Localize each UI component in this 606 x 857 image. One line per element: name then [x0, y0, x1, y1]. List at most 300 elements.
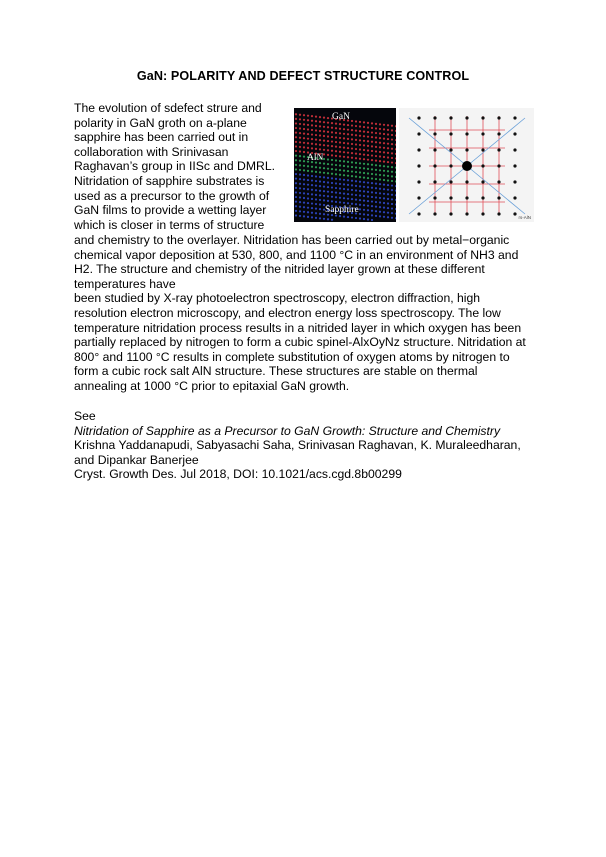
lattice-atom	[379, 169, 381, 171]
tem-micrograph-image	[294, 108, 396, 222]
lattice-atom	[339, 132, 341, 134]
lattice-atom	[295, 205, 297, 207]
lattice-atom	[379, 192, 381, 194]
lattice-atom	[383, 142, 385, 144]
lattice-atom	[379, 197, 381, 199]
lattice-atom	[363, 218, 365, 220]
lattice-atom	[371, 214, 373, 216]
lattice-atom	[307, 174, 309, 176]
lattice-atom	[391, 125, 393, 127]
lattice-atom	[391, 129, 393, 131]
lattice-atom	[371, 205, 373, 207]
lattice-atom	[327, 154, 329, 156]
lattice-atom	[319, 213, 321, 215]
lattice-atom	[331, 196, 333, 198]
lattice-atom	[319, 203, 321, 205]
lattice-atom	[375, 155, 377, 157]
lattice-atom	[339, 174, 341, 176]
diffraction-spot	[497, 196, 500, 199]
lattice-atom	[339, 151, 341, 153]
lattice-atom	[303, 179, 305, 181]
lattice-atom	[375, 196, 377, 198]
lattice-atom	[339, 187, 341, 189]
lattice-atom	[363, 140, 365, 142]
lattice-atom	[319, 180, 321, 182]
lattice-atom	[323, 121, 325, 123]
lattice-atom	[391, 134, 393, 136]
lattice-atom	[379, 146, 381, 148]
diffraction-spot	[449, 212, 452, 215]
lattice-atom	[363, 154, 365, 156]
lattice-atom	[375, 160, 377, 162]
lattice-atom	[355, 125, 357, 127]
lattice-atom	[295, 168, 297, 170]
lattice-atom	[375, 132, 377, 134]
lattice-atom	[355, 130, 357, 132]
lattice-atom	[311, 124, 313, 126]
lattice-atom	[295, 173, 297, 175]
lattice-atom	[383, 207, 385, 209]
diffraction-spot	[417, 196, 420, 199]
lattice-atom	[303, 156, 305, 158]
lattice-atom	[327, 218, 329, 220]
lattice-atom	[359, 153, 361, 155]
lattice-atom	[303, 128, 305, 130]
lattice-atom	[351, 189, 353, 191]
diffraction-spot	[465, 148, 468, 151]
diffraction-spot	[433, 116, 436, 119]
lattice-atom	[307, 188, 309, 190]
lattice-atom	[343, 170, 345, 172]
lattice-atom	[343, 151, 345, 153]
lattice-atom	[335, 178, 337, 180]
lattice-atom	[331, 200, 333, 202]
lattice-atom	[331, 140, 333, 142]
lattice-atom	[307, 211, 309, 213]
lattice-atom	[359, 199, 361, 201]
lattice-atom	[331, 122, 333, 124]
lattice-atom	[363, 172, 365, 174]
lattice-atom	[391, 148, 393, 150]
lattice-atom	[311, 138, 313, 140]
lattice-atom	[351, 180, 353, 182]
lattice-atom	[391, 138, 393, 140]
lattice-atom	[323, 172, 325, 174]
lattice-atom	[331, 145, 333, 147]
lattice-atom	[347, 193, 349, 195]
lattice-atom	[339, 141, 341, 143]
lattice-atom	[323, 176, 325, 178]
lattice-atom	[295, 159, 297, 161]
lattice-atom	[299, 164, 301, 166]
lattice-atom	[395, 130, 396, 132]
lattice-atom	[367, 122, 369, 124]
lattice-atom	[295, 127, 297, 129]
lattice-atom	[383, 161, 385, 163]
body-line: GaN films to provide a wetting layer	[74, 203, 267, 218]
lattice-atom	[367, 186, 369, 188]
lattice-atom	[339, 201, 341, 203]
lattice-atom	[335, 146, 337, 148]
lattice-atom	[323, 199, 325, 201]
lattice-atom	[295, 164, 297, 166]
lattice-atom	[299, 150, 301, 152]
lattice-atom	[343, 183, 345, 185]
lattice-atom	[391, 166, 393, 168]
lattice-atom	[367, 154, 369, 156]
lattice-atom	[359, 217, 361, 219]
lattice-atom	[367, 177, 369, 179]
lattice-atom	[327, 145, 329, 147]
lattice-atom	[307, 128, 309, 130]
lattice-atom	[311, 133, 313, 135]
lattice-atom	[303, 188, 305, 190]
lattice-atom	[323, 117, 325, 119]
lattice-atom	[295, 155, 297, 157]
lattice-atom	[355, 180, 357, 182]
lattice-atom	[363, 213, 365, 215]
lattice-atom	[363, 177, 365, 179]
lattice-atom	[371, 200, 373, 202]
body-line: sapphire has been carried out in	[74, 130, 249, 145]
lattice-atom	[351, 120, 353, 122]
lattice-atom	[295, 132, 297, 134]
lattice-atom	[351, 129, 353, 131]
lattice-atom	[367, 126, 369, 128]
lattice-atom	[331, 163, 333, 165]
tem-label-sapphire: Sapphire	[325, 205, 359, 215]
reference-authors: Krishna Yaddanapudi, Sabyasachi Saha, Srinivasan Raghavan, K. Muraleedharan,	[74, 438, 521, 453]
lattice-atom	[387, 156, 389, 158]
lattice-atom	[335, 132, 337, 134]
lattice-atom	[347, 198, 349, 200]
lattice-atom	[387, 124, 389, 126]
lattice-atom	[299, 123, 301, 125]
lattice-atom	[347, 152, 349, 154]
body-line: resolution electron microscopy, and electron energy loss spectroscopy. The low	[74, 305, 501, 320]
lattice-atom	[391, 171, 393, 173]
lattice-atom	[327, 191, 329, 193]
lattice-atom	[363, 209, 365, 211]
lattice-atom	[339, 178, 341, 180]
lattice-atom	[315, 143, 317, 145]
lattice-atom	[327, 149, 329, 151]
lattice-atom	[387, 138, 389, 140]
lattice-atom	[359, 171, 361, 173]
lattice-atom	[391, 189, 393, 191]
lattice-atom	[387, 184, 389, 186]
lattice-atom	[375, 164, 377, 166]
lattice-atom	[375, 141, 377, 143]
lattice-atom	[303, 206, 305, 208]
lattice-atom	[331, 186, 333, 188]
lattice-atom	[303, 202, 305, 204]
lattice-atom	[323, 135, 325, 137]
lattice-atom	[395, 125, 396, 127]
lattice-atom	[387, 166, 389, 168]
lattice-atom	[379, 206, 381, 208]
lattice-atom	[335, 136, 337, 138]
lattice-atom	[371, 122, 373, 124]
lattice-atom	[363, 158, 365, 160]
lattice-atom	[351, 193, 353, 195]
body-line: polarity in GaN groth on a-plane	[74, 115, 247, 130]
lattice-atom	[343, 165, 345, 167]
diffraction-spot	[513, 164, 516, 167]
lattice-atom	[307, 170, 309, 172]
lattice-atom	[375, 127, 377, 129]
lattice-atom	[371, 210, 373, 212]
diffraction-spot	[513, 196, 516, 199]
lattice-atom	[359, 167, 361, 169]
lattice-atom	[331, 168, 333, 170]
lattice-atom	[307, 197, 309, 199]
lattice-atom	[323, 195, 325, 197]
lattice-atom	[343, 179, 345, 181]
lattice-atom	[379, 137, 381, 139]
lattice-atom	[343, 197, 345, 199]
lattice-atom	[355, 157, 357, 159]
lattice-atom	[303, 197, 305, 199]
lattice-atom	[359, 130, 361, 132]
lattice-atom	[383, 124, 385, 126]
lattice-atom	[323, 144, 325, 146]
lattice-atom	[347, 184, 349, 186]
lattice-atom	[383, 165, 385, 167]
lattice-atom	[371, 182, 373, 184]
figure	[294, 108, 534, 222]
lattice-atom	[319, 167, 321, 169]
lattice-atom	[379, 201, 381, 203]
lattice-atom	[319, 190, 321, 192]
lattice-atom	[347, 129, 349, 131]
lattice-atom	[307, 142, 309, 144]
diffraction-spot	[513, 116, 516, 119]
lattice-atom	[347, 170, 349, 172]
lattice-atom	[379, 183, 381, 185]
lattice-atom	[371, 173, 373, 175]
lattice-atom	[323, 218, 325, 220]
lattice-atom	[335, 155, 337, 157]
lattice-atom	[383, 179, 385, 181]
lattice-atom	[391, 180, 393, 182]
diffraction-spot	[449, 116, 452, 119]
lattice-atom	[303, 165, 305, 167]
lattice-atom	[343, 137, 345, 139]
tem-label-gan: GaN	[332, 112, 350, 122]
lattice-atom	[307, 202, 309, 204]
lattice-atom	[307, 147, 309, 149]
lattice-atom	[315, 166, 317, 168]
lattice-atom	[363, 190, 365, 192]
lattice-atom	[303, 114, 305, 116]
lattice-atom	[363, 163, 365, 165]
lattice-atom	[299, 127, 301, 129]
diffraction-pattern-graphic	[399, 108, 534, 222]
lattice-atom	[363, 121, 365, 123]
lattice-atom	[295, 187, 297, 189]
lattice-atom	[303, 146, 305, 148]
lattice-atom	[395, 199, 396, 201]
lattice-atom	[387, 147, 389, 149]
lattice-atom	[299, 155, 301, 157]
lattice-atom	[311, 193, 313, 195]
lattice-atom	[359, 135, 361, 137]
lattice-atom	[327, 126, 329, 128]
body-line: partially replaced by nitrogen to form a cubic spinel-AlxOyNz structure. Nitridation at	[74, 335, 526, 350]
lattice-atom	[383, 170, 385, 172]
lattice-atom	[299, 215, 301, 217]
diffraction-spot	[449, 164, 452, 167]
lattice-atom	[351, 166, 353, 168]
lattice-atom	[359, 158, 361, 160]
lattice-atom	[319, 134, 321, 136]
diffraction-guide-line	[409, 166, 467, 214]
lattice-atom	[315, 175, 317, 177]
lattice-atom	[359, 162, 361, 164]
lattice-atom	[315, 217, 317, 219]
lattice-atom	[379, 160, 381, 162]
lattice-atom	[315, 116, 317, 118]
lattice-atom	[331, 150, 333, 152]
lattice-atom	[395, 144, 396, 146]
lattice-atom	[347, 165, 349, 167]
lattice-atom	[299, 132, 301, 134]
lattice-atom	[347, 133, 349, 135]
lattice-atom	[299, 169, 301, 171]
lattice-atom	[315, 194, 317, 196]
diffraction-guide-line	[467, 166, 525, 214]
lattice-atom	[347, 179, 349, 181]
lattice-atom	[299, 114, 301, 116]
lattice-atom	[299, 160, 301, 162]
lattice-atom	[351, 161, 353, 163]
lattice-atom	[371, 187, 373, 189]
diffraction-spot	[513, 148, 516, 151]
lattice-atom	[391, 212, 393, 214]
lattice-atom	[363, 181, 365, 183]
diffraction-spot	[497, 164, 500, 167]
lattice-atom	[391, 217, 393, 219]
diffraction-spot	[481, 196, 484, 199]
lattice-atom	[335, 123, 337, 125]
lattice-atom	[387, 179, 389, 181]
lattice-atom	[395, 171, 396, 173]
lattice-atom	[295, 136, 297, 138]
lattice-atom	[363, 186, 365, 188]
lattice-atom	[391, 152, 393, 154]
lattice-atom	[387, 152, 389, 154]
lattice-atom	[331, 219, 333, 221]
lattice-atom	[303, 119, 305, 121]
lattice-atom	[343, 147, 345, 149]
lattice-atom	[347, 188, 349, 190]
lattice-atom	[299, 196, 301, 198]
lattice-atom	[379, 123, 381, 125]
lattice-atom	[363, 126, 365, 128]
lattice-atom	[335, 164, 337, 166]
body-line: H2. The structure and chemistry of the nitrided layer grown at these different	[74, 262, 485, 277]
lattice-atom	[327, 117, 329, 119]
body-line: form a cubic rock salt AlN structure. These structures are stable on thermal	[74, 364, 478, 379]
diffraction-spot	[497, 132, 500, 135]
lattice-atom	[359, 185, 361, 187]
lattice-atom	[315, 139, 317, 141]
lattice-atom	[315, 208, 317, 210]
lattice-atom	[383, 128, 385, 130]
lattice-atom	[383, 147, 385, 149]
lattice-atom	[371, 150, 373, 152]
lattice-atom	[359, 121, 361, 123]
lattice-atom	[391, 161, 393, 163]
lattice-atom	[339, 155, 341, 157]
lattice-atom	[379, 132, 381, 134]
lattice-atom	[339, 183, 341, 185]
lattice-atom	[367, 214, 369, 216]
diffraction-spot	[465, 180, 468, 183]
lattice-atom	[335, 150, 337, 152]
lattice-atom	[383, 184, 385, 186]
diffraction-spot	[433, 132, 436, 135]
lattice-atom	[395, 208, 396, 210]
lattice-atom	[371, 191, 373, 193]
lattice-atom	[387, 161, 389, 163]
lattice-atom	[383, 193, 385, 195]
lattice-atom	[299, 137, 301, 139]
lattice-atom	[343, 128, 345, 130]
lattice-atom	[391, 198, 393, 200]
lattice-atom	[323, 181, 325, 183]
lattice-atom	[375, 192, 377, 194]
lattice-atom	[351, 184, 353, 186]
lattice-atom	[355, 120, 357, 122]
lattice-atom	[315, 148, 317, 150]
diffraction-spot	[513, 180, 516, 183]
lattice-atom	[359, 204, 361, 206]
lattice-atom	[315, 134, 317, 136]
lattice-atom	[371, 219, 373, 221]
diffraction-spot	[433, 164, 436, 167]
lattice-atom	[371, 196, 373, 198]
lattice-atom	[375, 123, 377, 125]
lattice-atom	[335, 173, 337, 175]
lattice-atom	[327, 195, 329, 197]
diffraction-spot	[433, 196, 436, 199]
lattice-atom	[307, 179, 309, 181]
lattice-atom	[383, 216, 385, 218]
body-line: which is closer in terms of structure	[74, 217, 265, 232]
diffraction-spot	[513, 132, 516, 135]
lattice-atom	[327, 163, 329, 165]
lattice-atom	[303, 215, 305, 217]
lattice-atom	[343, 156, 345, 158]
lattice-atom	[355, 143, 357, 145]
lattice-atom	[315, 171, 317, 173]
lattice-atom	[347, 142, 349, 144]
lattice-atom	[355, 153, 357, 155]
lattice-atom	[315, 180, 317, 182]
lattice-atom	[359, 190, 361, 192]
lattice-atom	[327, 140, 329, 142]
lattice-atom	[303, 174, 305, 176]
lattice-atom	[351, 170, 353, 172]
lattice-atom	[367, 136, 369, 138]
lattice-atom	[323, 186, 325, 188]
lattice-atom	[351, 157, 353, 159]
lattice-atom	[395, 203, 396, 205]
body-paragraph-full	[74, 233, 534, 394]
lattice-atom	[319, 185, 321, 187]
